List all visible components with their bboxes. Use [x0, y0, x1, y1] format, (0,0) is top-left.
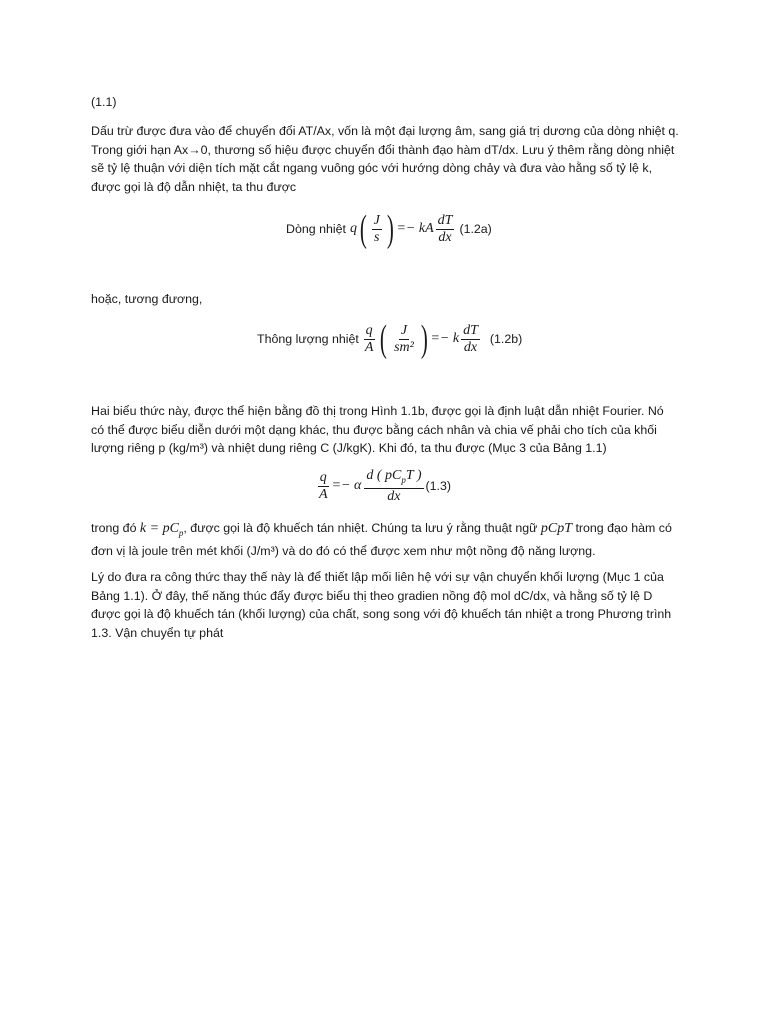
para4-math-pcpt: pCpT — [540, 521, 572, 536]
eq-1-2a-q: q — [349, 221, 357, 236]
eq-1-3-rhs: =− α — [331, 478, 362, 494]
eq-1-3-deriv-den: dx — [387, 488, 401, 504]
eq-1-2b-q: q — [365, 322, 373, 338]
eq-1-2b-unit-fraction — [392, 323, 416, 356]
eq-1-2b-label: Thông lượng nhiệt — [257, 332, 359, 346]
eq-1-2a-unit-den: s — [373, 229, 380, 245]
eq-1-3-area: A — [319, 486, 328, 502]
eq-1-2a-rparen: ) — [386, 208, 394, 250]
eq-1-3-deriv-num-b: T ) — [405, 468, 422, 483]
eq-1-2b-deriv-num: dT — [463, 322, 478, 338]
para4-text-b: , được gọi là độ khuếch tán nhiệt. Chúng ta lưu ý rằng thuật ngữ — [183, 521, 541, 535]
eq-1-2a-unit-num: J — [373, 212, 380, 228]
paragraph-3: Hai biểu thức này, được thể hiện bằng đồ thị trong Hình 1.1b, được gọi là định luật dẫn nhiệt Fourier. Nó có thể được biểu diễn dưới một dạng khác, thu được bằng cách nhân và chia vế phải cho tích của khối lượng riêng p (kg/m³) và nhiệt dung riêng C (J/kgK). Khi đó, ta thu được (Mục 3 của Bảng 1.1) — [91, 404, 664, 455]
para4-text-c: trong đạo hàm có đơn vị là joule trên mét khối (J/m³) và do đó có thể được xem như một nồng độ năng lượng. — [91, 521, 672, 559]
para4-math-k — [140, 521, 184, 536]
eq-1-2a-unit-fraction — [372, 213, 382, 246]
eq-1-2b-area: A — [364, 339, 374, 355]
eq-1-3-deriv-num-sub: p — [401, 474, 406, 485]
paragraph-2: hoặc, tương đương, — [91, 292, 203, 306]
equation-1-3 — [315, 468, 451, 505]
eq-1-2b-unit-den: sm² — [394, 339, 414, 355]
eq-1-2b-flux-fraction — [363, 323, 376, 356]
eq-1-3-flux-fraction — [317, 470, 330, 503]
para4-text-a: trong đó — [91, 521, 140, 535]
eq-1-2a-deriv-den: dx — [438, 229, 452, 245]
eq-1-2a-tag: (1.2a) — [459, 222, 492, 236]
eq-1-2a-lparen: ( — [359, 208, 367, 250]
equation-1-2b — [257, 320, 522, 358]
eq-1-3-derivative — [364, 468, 423, 505]
eq-1-3-q: q — [319, 469, 327, 485]
eq-1-2a-rhs: =− kA — [396, 221, 434, 236]
eq-1-2b-rhs: =− k — [430, 331, 460, 346]
para4-math-k-main: k = pC — [139, 521, 179, 536]
eq-1-2b-tag: (1.2b) — [489, 332, 523, 346]
para4-math-k-sub: p — [178, 527, 184, 538]
eq-1-2a-deriv-num: dT — [437, 212, 453, 228]
eq-1-2b-lparen: ( — [380, 318, 388, 360]
eq-1-2b-rparen: ) — [420, 318, 428, 360]
paragraph-1: Dấu trừ được đưa vào để chuyển đổi AT/Ax, vốn là một đại lượng âm, sang giá trị dương của dòng nhiệt q. Trong giới hạn Ax→0, thương số hiệu được chuyển đổi thành đạo hàm dT/dx. Lưu ý thêm rằng dòng nhiệt sẽ tỷ lệ thuận với diện tích mặt cắt ngang vuông góc với hướng dòng chảy và đưa vào hằng số tỷ lệ k, được gọi là độ dẫn nhiệt, ta thu được — [91, 124, 679, 194]
eq-1-2a-label: Dòng nhiệt — [286, 222, 346, 236]
paragraph-5: Lý do đưa ra công thức thay thế này là để thiết lập mối liên hệ với sự vận chuyển khối lượng (Mục 1 của Bảng 1.1). Ở đây, thế năng thúc đẩy được biểu thị theo gradien nồng độ mol dC/dx, và hằng số tỷ lệ D được gọi là độ khuếch tán (khối lượng) của chất, song song với độ khuếch tán nhiệt a trong Phương trình 1.3. Vận chuyển tự phát — [91, 570, 672, 640]
eq-1-2b-derivative — [461, 323, 480, 356]
eq-1-3-deriv-num — [364, 468, 423, 489]
equation-ref-1-1: (1.1) — [91, 95, 117, 109]
paragraph-4 — [91, 519, 679, 561]
eq-1-2b-deriv-den: dx — [463, 339, 478, 355]
eq-1-3-tag: (1.3) — [425, 479, 451, 494]
eq-1-2a-derivative — [436, 213, 455, 246]
eq-1-3-deriv-num-a: d ( pC — [366, 468, 402, 483]
equation-1-2a — [286, 210, 492, 248]
eq-1-2b-unit-num: J — [400, 322, 408, 338]
